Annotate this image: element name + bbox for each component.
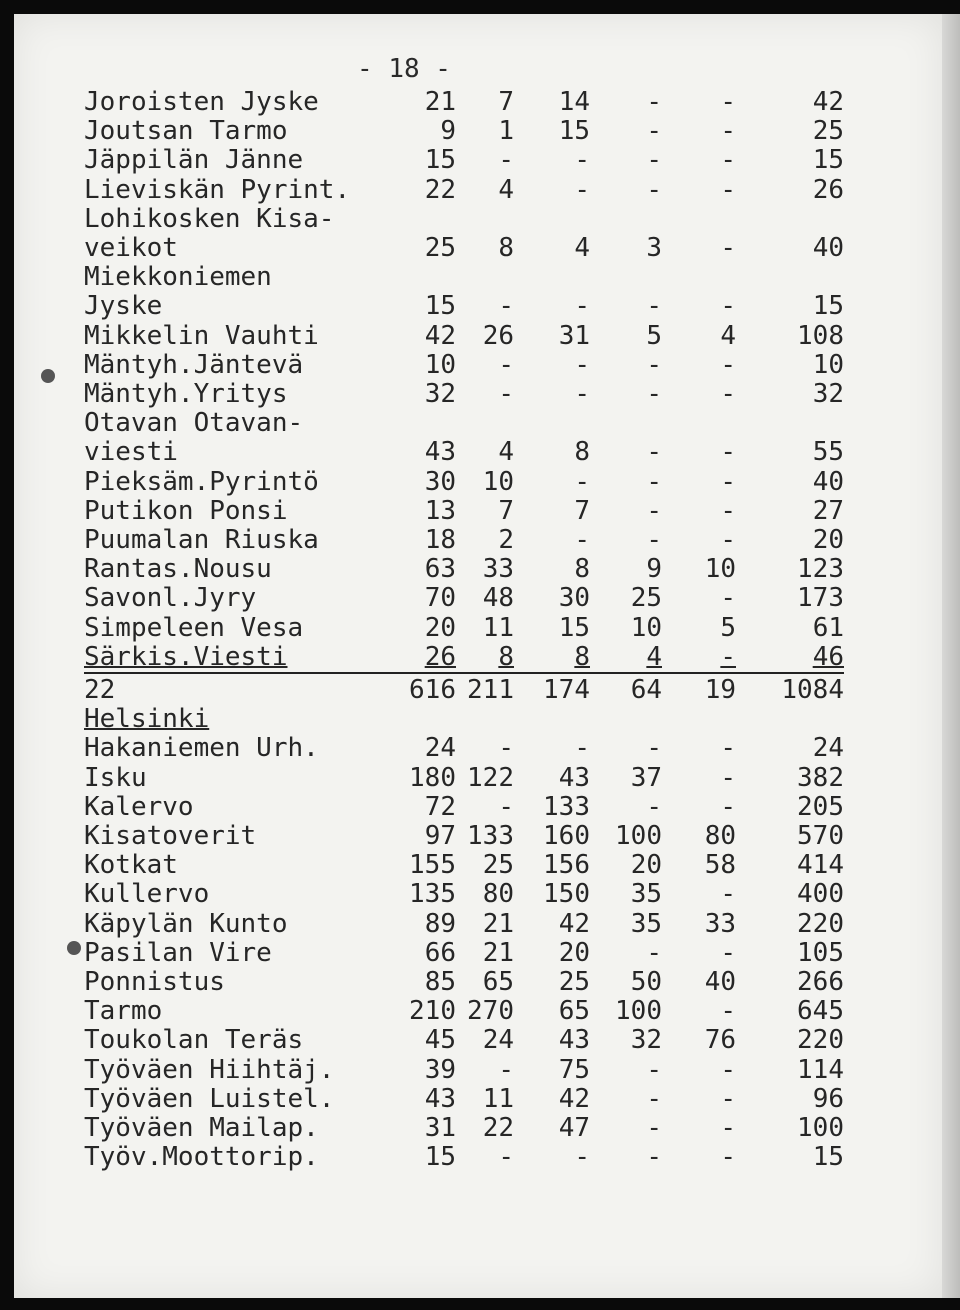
cell-c3: 160: [543, 821, 590, 851]
club-name: Putikon Ponsi: [84, 495, 288, 526]
cell-c4: 10: [630, 612, 662, 643]
table-row: [84, 408, 864, 438]
table-row: [84, 821, 864, 851]
cell-c1: 155: [409, 850, 456, 881]
binding-hole-bottom: [67, 941, 81, 955]
cell-c2: 133: [467, 821, 514, 851]
table-row: [84, 850, 864, 880]
club-name: Puumalan Riuska: [84, 525, 319, 555]
club-name: Tarmo: [84, 996, 163, 1027]
cell-c3: 42: [558, 908, 590, 939]
cell-c5: -: [720, 937, 736, 968]
cell-c3: 47: [558, 1113, 590, 1143]
cell-c3: -: [574, 291, 590, 322]
cell-c6: 40: [812, 466, 844, 497]
cell-c6: 414: [797, 850, 844, 881]
cell-c5: -: [720, 437, 736, 468]
cell-c3: -: [574, 525, 590, 555]
table-row: [84, 496, 864, 526]
cell-c6: 10: [812, 349, 844, 380]
cell-c4: -: [646, 145, 662, 176]
table-row: [84, 583, 864, 613]
cell-c1: 72: [424, 791, 456, 822]
table-row: [84, 350, 864, 380]
cell-c5: -: [720, 525, 736, 555]
cell-c3: 43: [558, 1025, 590, 1056]
club-name: Joutsan Tarmo: [84, 116, 288, 147]
table-row: [84, 116, 864, 146]
club-name: Ponnistus: [84, 967, 225, 997]
club-name: Pasilan Vire: [84, 937, 272, 968]
cell-c1: 24: [424, 733, 456, 764]
club-name: Mäntyh.Yritys: [84, 379, 288, 409]
cell-c5: -: [720, 145, 736, 176]
cell-c5: -: [720, 641, 736, 672]
table-row: [84, 291, 864, 321]
cell-c2: 65: [482, 967, 514, 997]
cell-c2: -: [498, 379, 514, 409]
cell-c2: 21: [482, 937, 514, 968]
cell-c2: 4: [498, 437, 514, 468]
club-name: Lieviskän Pyrint.: [84, 174, 351, 205]
club-name: Isku: [84, 762, 147, 793]
cell-c1: 85: [424, 967, 456, 997]
cell-c1: 70: [424, 583, 456, 614]
club-name: Hakaniemen Urh.: [84, 733, 319, 764]
table-row: [84, 204, 864, 234]
cell-c6: 15: [812, 1142, 844, 1173]
cell-c4: -: [646, 116, 662, 147]
cell-c2: 122: [467, 762, 514, 793]
cell-c1: 15: [424, 1142, 456, 1173]
cell-c1: 97: [424, 821, 456, 851]
club-name: Mäntyh.Jäntevä: [84, 349, 304, 380]
cell-c4: -: [646, 1083, 662, 1114]
cell-c1: 26: [424, 641, 456, 672]
cell-c5: 4: [720, 320, 736, 351]
cell-c4: 100: [615, 996, 662, 1027]
cell-c2: 33: [482, 554, 514, 585]
club-name: Otavan Otavan-: [84, 408, 304, 439]
cell-c1: 15: [424, 291, 456, 322]
cell-c4: -: [646, 495, 662, 526]
cell-c4: -: [646, 466, 662, 497]
cell-c6: 100: [797, 1113, 844, 1143]
cell-c2: 24: [482, 1025, 514, 1056]
binding-hole-top: [41, 369, 55, 383]
cell-c6: 114: [797, 1054, 844, 1085]
cell-c3: 15: [558, 116, 590, 147]
cell-c6: 55: [812, 437, 844, 468]
table-row: [84, 763, 864, 793]
club-name: Jäppilän Jänne: [84, 145, 304, 176]
cell-c6: 27: [812, 495, 844, 526]
cell-c4: -: [646, 87, 662, 117]
table-row: [84, 379, 864, 409]
cell-c6: 15: [812, 291, 844, 322]
cell-c6: 123: [797, 554, 844, 585]
cell-c1: 18: [424, 525, 456, 555]
cell-c4: 20: [630, 850, 662, 881]
cell-c6: 105: [797, 937, 844, 968]
cell-c1: 22: [424, 174, 456, 205]
club-name: Työväen Luistel.: [84, 1083, 335, 1114]
table-row: [84, 437, 864, 467]
cell-c2: 48: [482, 583, 514, 614]
cell-c3: 25: [558, 967, 590, 997]
cell-c5: 40: [704, 967, 736, 997]
club-name: Kalervo: [84, 791, 194, 822]
cell-c4: 3: [646, 233, 662, 263]
table-row: [84, 525, 864, 555]
cell-c5: 10: [704, 554, 736, 585]
table-row: [84, 733, 864, 763]
table-row: [84, 613, 864, 643]
cell-c5: -: [720, 583, 736, 614]
cell-c6: 40: [812, 233, 844, 263]
cell-c6: 32: [812, 379, 844, 409]
cell-c1: 39: [424, 1054, 456, 1085]
cell-c6: 46: [812, 641, 844, 672]
cell-c4: 37: [630, 762, 662, 793]
cell-c1: 30: [424, 466, 456, 497]
cell-c3: 133: [543, 791, 590, 822]
cell-c6: 382: [797, 762, 844, 793]
club-name: Kotkat: [84, 850, 178, 881]
cell-c3: -: [574, 174, 590, 205]
cell-c2: 7: [498, 495, 514, 526]
cell-c3: 43: [558, 762, 590, 793]
club-name: Mikkelin Vauhti: [84, 320, 319, 351]
cell-c2: -: [498, 1054, 514, 1085]
cell-c3: 4: [574, 233, 590, 263]
cell-c5: -: [720, 791, 736, 822]
cell-c5: -: [720, 87, 736, 117]
cell-c2: 25: [482, 850, 514, 881]
cell-c2: 8: [498, 641, 514, 672]
cell-c5: -: [720, 1142, 736, 1173]
cell-c3: 31: [558, 320, 590, 351]
cell-c2: 21: [482, 908, 514, 939]
cell-c1: 66: [424, 937, 456, 968]
cell-c5: 5: [720, 612, 736, 643]
cell-c3: -: [574, 733, 590, 764]
cell-c4: 35: [630, 879, 662, 910]
cell-c2: 211: [467, 675, 514, 705]
cell-c1: 20: [424, 612, 456, 643]
cell-c1: 43: [424, 1083, 456, 1114]
club-name: veikot: [84, 233, 178, 263]
club-name: Rantas.Nousu: [84, 554, 272, 585]
cell-c6: 205: [797, 791, 844, 822]
cell-c4: -: [646, 525, 662, 555]
cell-c4: 35: [630, 908, 662, 939]
cell-c1: 135: [409, 879, 456, 910]
cell-c4: -: [646, 1054, 662, 1085]
cell-c2: 8: [498, 233, 514, 263]
cell-c2: -: [498, 1142, 514, 1173]
cell-c4: -: [646, 291, 662, 322]
cell-c3: 14: [558, 87, 590, 117]
cell-c6: 1084: [781, 675, 844, 705]
table-row: [84, 262, 864, 292]
cell-c5: -: [720, 879, 736, 910]
cell-c5: -: [720, 996, 736, 1027]
cell-c3: -: [574, 145, 590, 176]
club-name: Lohikosken Kisa-: [84, 203, 335, 234]
cell-c5: -: [720, 116, 736, 147]
cell-c4: -: [646, 733, 662, 764]
cell-c2: 80: [482, 879, 514, 910]
club-name: viesti: [84, 437, 178, 468]
cell-c4: -: [646, 791, 662, 822]
cell-c6: 400: [797, 879, 844, 910]
cell-c3: 65: [558, 996, 590, 1027]
table-row: [84, 175, 864, 205]
cell-c1: 9: [440, 116, 456, 147]
cell-c2: -: [498, 291, 514, 322]
cell-c3: 7: [574, 495, 590, 526]
cell-c6: 96: [812, 1083, 844, 1114]
table-row: [84, 554, 864, 584]
cell-c3: 20: [558, 937, 590, 968]
table-row: [84, 642, 864, 672]
cell-c6: 266: [797, 967, 844, 997]
cell-c4: -: [646, 1142, 662, 1173]
cell-c2: 2: [498, 525, 514, 555]
cell-c2: 1: [498, 116, 514, 147]
cell-c5: -: [720, 174, 736, 205]
cell-c4: 100: [615, 821, 662, 851]
cell-c5: 58: [704, 850, 736, 881]
club-name: Työv.Moottorip.: [84, 1142, 319, 1173]
cell-c4: -: [646, 379, 662, 409]
club-name: Työväen Mailap.: [84, 1113, 319, 1143]
total-divider: [84, 672, 844, 674]
table-row: [84, 1142, 864, 1172]
cell-c4: 4: [646, 641, 662, 672]
club-name: Työväen Hiihtäj.: [84, 1054, 335, 1085]
cell-c5: -: [720, 349, 736, 380]
cell-c1: 13: [424, 495, 456, 526]
cell-c1: 616: [409, 675, 456, 705]
cell-c4: 25: [630, 583, 662, 614]
cell-c3: 8: [574, 554, 590, 585]
cell-c6: 645: [797, 996, 844, 1027]
cell-c4: -: [646, 937, 662, 968]
cell-c1: 180: [409, 762, 456, 793]
table-row: [84, 938, 864, 968]
cell-c2: -: [498, 733, 514, 764]
table-row: [84, 879, 864, 909]
cell-c1: 210: [409, 996, 456, 1027]
club-name: Miekkoniemen: [84, 262, 272, 293]
cell-c3: 8: [574, 641, 590, 672]
cell-c2: 26: [482, 320, 514, 351]
table-row: [84, 1113, 864, 1143]
club-name: Jyske: [84, 291, 163, 322]
club-name: 22: [84, 675, 116, 705]
cell-c3: -: [574, 466, 590, 497]
page-edge: [942, 14, 960, 1298]
cell-c6: 173: [797, 583, 844, 614]
cell-c1: 15: [424, 145, 456, 176]
cell-c1: 43: [424, 437, 456, 468]
cell-c1: 32: [424, 379, 456, 409]
club-name: Pieksäm.Pyrintö: [84, 466, 319, 497]
cell-c3: 75: [558, 1054, 590, 1085]
cell-c5: -: [720, 291, 736, 322]
table-row: [84, 1055, 864, 1085]
cell-c1: 42: [424, 320, 456, 351]
cell-c4: -: [646, 437, 662, 468]
cell-c2: -: [498, 349, 514, 380]
cell-c4: -: [646, 349, 662, 380]
table-row: [84, 233, 864, 263]
cell-c2: 22: [482, 1113, 514, 1143]
cell-c5: -: [720, 466, 736, 497]
cell-c3: 150: [543, 879, 590, 910]
cell-c4: 64: [630, 675, 662, 705]
section-heading: Helsinki: [84, 704, 210, 735]
cell-c6: 42: [812, 87, 844, 117]
cell-c5: -: [720, 379, 736, 409]
total-row: [84, 675, 864, 705]
club-name: Kisatoverit: [84, 821, 257, 851]
cell-c1: 25: [424, 233, 456, 263]
cell-c3: 15: [558, 612, 590, 643]
cell-c1: 63: [424, 554, 456, 585]
club-name: Särkis.Viesti: [84, 641, 288, 672]
cell-c5: 76: [704, 1025, 736, 1056]
cell-c2: -: [498, 145, 514, 176]
table-row: [84, 1084, 864, 1114]
cell-c2: -: [498, 791, 514, 822]
cell-c4: -: [646, 1113, 662, 1143]
cell-c2: 11: [482, 1083, 514, 1114]
cell-c4: -: [646, 174, 662, 205]
cell-c6: 24: [812, 733, 844, 764]
club-name: Toukolan Teräs: [84, 1025, 304, 1056]
cell-c6: 220: [797, 1025, 844, 1056]
cell-c2: 10: [482, 466, 514, 497]
cell-c5: -: [720, 1113, 736, 1143]
cell-c1: 21: [424, 87, 456, 117]
table-row: [84, 909, 864, 939]
club-name: Käpylän Kunto: [84, 908, 288, 939]
cell-c1: 89: [424, 908, 456, 939]
cell-c3: -: [574, 1142, 590, 1173]
document-page: [14, 14, 942, 1298]
cell-c5: 33: [704, 908, 736, 939]
cell-c5: -: [720, 762, 736, 793]
cell-c6: 25: [812, 116, 844, 147]
cell-c4: 50: [630, 967, 662, 997]
club-name: Simpeleen Vesa: [84, 612, 304, 643]
cell-c5: -: [720, 495, 736, 526]
cell-c6: 220: [797, 908, 844, 939]
cell-c6: 26: [812, 174, 844, 205]
cell-c5: -: [720, 1083, 736, 1114]
cell-c2: 7: [498, 87, 514, 117]
cell-c6: 108: [797, 320, 844, 351]
table-row: [84, 321, 864, 351]
cell-c1: 10: [424, 349, 456, 380]
cell-c3: -: [574, 379, 590, 409]
club-name: Savonl.Jyry: [84, 583, 257, 614]
table-row: [84, 87, 864, 117]
cell-c3: 30: [558, 583, 590, 614]
cell-c3: 174: [543, 675, 590, 705]
cell-c6: 15: [812, 145, 844, 176]
cell-c6: 61: [812, 612, 844, 643]
cell-c3: 156: [543, 850, 590, 881]
cell-c2: 11: [482, 612, 514, 643]
table-row: [84, 792, 864, 822]
cell-c6: 20: [812, 525, 844, 555]
cell-c1: 31: [424, 1113, 456, 1143]
cell-c1: 45: [424, 1025, 456, 1056]
cell-c5: 80: [704, 821, 736, 851]
cell-c2: 270: [467, 996, 514, 1027]
club-name: Kullervo: [84, 879, 210, 910]
cell-c5: -: [720, 733, 736, 764]
table-row: [84, 467, 864, 497]
cell-c6: 570: [797, 821, 844, 851]
cell-c3: 8: [574, 437, 590, 468]
table-row: [84, 967, 864, 997]
cell-c4: 32: [630, 1025, 662, 1056]
cell-c4: 9: [646, 554, 662, 585]
cell-c5: 19: [704, 675, 736, 705]
cell-c5: -: [720, 233, 736, 263]
cell-c5: -: [720, 1054, 736, 1085]
table-row: [84, 1025, 864, 1055]
cell-c3: 42: [558, 1083, 590, 1114]
table-row: [84, 145, 864, 175]
club-name: Joroisten Jyske: [84, 87, 319, 117]
cell-c4: 5: [646, 320, 662, 351]
table-row: [84, 996, 864, 1026]
page-number: - 18 -: [357, 54, 451, 84]
cell-c2: 4: [498, 174, 514, 205]
cell-c3: -: [574, 349, 590, 380]
